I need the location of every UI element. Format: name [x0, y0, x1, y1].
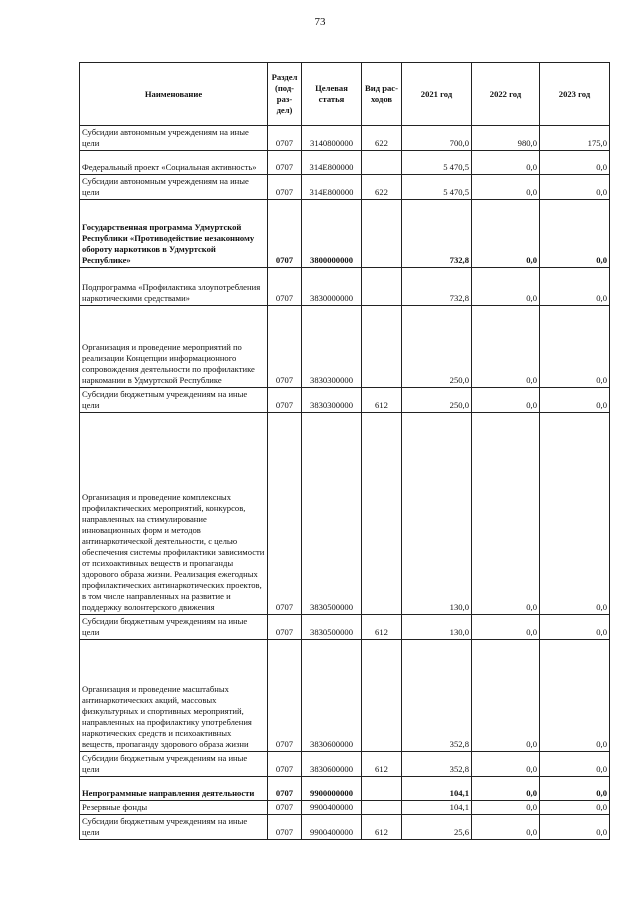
row-2022: 0,0 [472, 777, 540, 801]
row-article: 9900400000 [302, 801, 362, 815]
row-name-text: Федеральный проект «Социальная активность» [82, 162, 257, 172]
row-article: 314E800000 [302, 175, 362, 200]
table-row [80, 268, 610, 306]
row-section: 0707 [268, 126, 302, 151]
row-name-text: Государственная программа Удмуртской Республики «Противодействие незаконному обороту наркотиков в Удмуртской Республике» [82, 222, 255, 265]
row-2022: 0,0 [472, 200, 540, 268]
row-name [80, 615, 268, 640]
row-name [80, 126, 268, 151]
row-kind: 622 [362, 126, 402, 151]
table-body [80, 126, 610, 840]
row-2022: 0,0 [472, 268, 540, 306]
header-name: Наименование [80, 63, 268, 126]
row-name [80, 175, 268, 200]
row-article: 3830500000 [302, 413, 362, 615]
table-row [80, 801, 610, 815]
row-2021: 104,1 [402, 801, 472, 815]
row-section: 0707 [268, 268, 302, 306]
row-2023: 0,0 [540, 388, 610, 413]
row-2023: 0,0 [540, 306, 610, 388]
row-name [80, 413, 268, 615]
row-2023: 0,0 [540, 175, 610, 200]
row-kind: 612 [362, 615, 402, 640]
row-article: 3830600000 [302, 752, 362, 777]
row-section: 0707 [268, 801, 302, 815]
row-section: 0707 [268, 175, 302, 200]
row-name [80, 151, 268, 175]
row-section: 0707 [268, 306, 302, 388]
row-kind: 612 [362, 388, 402, 413]
row-name [80, 815, 268, 840]
row-2021: 130,0 [402, 413, 472, 615]
row-name-text: Субсидии бюджетным учреждениям на иные цели [82, 753, 248, 774]
row-2021: 732,8 [402, 268, 472, 306]
row-name-text: Непрограммные направления деятельности [82, 788, 255, 798]
header-kind: Вид рас-ходов [362, 63, 402, 126]
row-2021: 5 470,5 [402, 151, 472, 175]
table-row [80, 777, 610, 801]
row-section: 0707 [268, 777, 302, 801]
budget-table [79, 62, 610, 840]
row-2023: 0,0 [540, 268, 610, 306]
row-2022: 0,0 [472, 815, 540, 840]
row-2021: 250,0 [402, 388, 472, 413]
row-name [80, 268, 268, 306]
row-2021: 352,8 [402, 640, 472, 752]
table-row [80, 615, 610, 640]
row-name [80, 640, 268, 752]
row-article: 314E800000 [302, 151, 362, 175]
row-2021: 25,6 [402, 815, 472, 840]
row-name [80, 200, 268, 268]
row-2023: 0,0 [540, 413, 610, 615]
row-section: 0707 [268, 413, 302, 615]
row-kind [362, 268, 402, 306]
row-kind [362, 640, 402, 752]
row-kind: 612 [362, 752, 402, 777]
row-2021: 732,8 [402, 200, 472, 268]
row-name-text: Резервные фонды [82, 802, 148, 812]
row-2023: 0,0 [540, 615, 610, 640]
table-header-row [80, 63, 610, 126]
row-2022: 0,0 [472, 801, 540, 815]
row-2023: 0,0 [540, 200, 610, 268]
row-article: 9900000000 [302, 777, 362, 801]
row-name [80, 777, 268, 801]
row-kind [362, 413, 402, 615]
row-2022: 0,0 [472, 752, 540, 777]
row-2021: 352,8 [402, 752, 472, 777]
row-name-text: Субсидии бюджетным учреждениям на иные цели [82, 816, 248, 837]
row-2023: 175,0 [540, 126, 610, 151]
header-2022: 2022 год [472, 63, 540, 126]
row-section: 0707 [268, 200, 302, 268]
table-row [80, 388, 610, 413]
row-section: 0707 [268, 151, 302, 175]
row-2022: 0,0 [472, 175, 540, 200]
row-name-text: Субсидии автономным учреждениям на иные цели [82, 176, 249, 197]
row-name [80, 306, 268, 388]
table-row [80, 200, 610, 268]
row-2023: 0,0 [540, 151, 610, 175]
row-article: 3830300000 [302, 388, 362, 413]
row-2022: 0,0 [472, 640, 540, 752]
header-article: Целевая статья [302, 63, 362, 126]
header-section: Раздел (под-раз-дел) [268, 63, 302, 126]
table-row [80, 413, 610, 615]
row-2022: 0,0 [472, 413, 540, 615]
row-article: 3830000000 [302, 268, 362, 306]
row-name-text: Организация и проведение комплексных профилактических мероприятий, конкурсов, направленных на стимулирование инновационных форм и методов антинаркотической деятельности, с целью обеспечения системы профилактики зависимости от психоактивных веществ и пропаганды здорового образа жизни. Реализация ежегодных профилактических антинаркотических проектов, в том числе направленных на развитие и поддержку волонтерского движения [82, 492, 265, 612]
row-name-text: Субсидии бюджетным учреждениям на иные цели [82, 616, 248, 637]
row-2021: 130,0 [402, 615, 472, 640]
row-2021: 250,0 [402, 306, 472, 388]
row-kind [362, 801, 402, 815]
row-section: 0707 [268, 752, 302, 777]
row-kind: 622 [362, 175, 402, 200]
table-row [80, 126, 610, 151]
row-name-text: Организация и проведение мероприятий по реализации Концепции информационного сопровождения деятельности по профилактике наркомании в Удмуртской Республике [82, 342, 255, 385]
row-name-text: Организация и проведение масштабных антинаркотических акций, массовых физкультурных и спортивных мероприятий, направленных на профилактику употребления наркотических средств и психоактивных веществ, пропаганду здорового образа жизни [82, 684, 252, 749]
row-2022: 980,0 [472, 126, 540, 151]
page-number: 73 [314, 16, 326, 28]
row-article: 3830600000 [302, 640, 362, 752]
row-article: 9900400000 [302, 815, 362, 840]
row-2022: 0,0 [472, 306, 540, 388]
table-row [80, 815, 610, 840]
table-row [80, 752, 610, 777]
row-2021: 5 470,5 [402, 175, 472, 200]
row-2021: 104,1 [402, 777, 472, 801]
row-section: 0707 [268, 815, 302, 840]
row-kind [362, 151, 402, 175]
table-row [80, 175, 610, 200]
row-article: 3830300000 [302, 306, 362, 388]
row-2023: 0,0 [540, 640, 610, 752]
row-kind: 612 [362, 815, 402, 840]
row-article: 3830500000 [302, 615, 362, 640]
header-2023: 2023 год [540, 63, 610, 126]
row-2022: 0,0 [472, 615, 540, 640]
row-name-text: Субсидии бюджетным учреждениям на иные цели [82, 389, 248, 410]
row-2023: 0,0 [540, 801, 610, 815]
row-2023: 0,0 [540, 752, 610, 777]
row-2021: 700,0 [402, 126, 472, 151]
row-kind [362, 306, 402, 388]
row-kind [362, 777, 402, 801]
row-2023: 0,0 [540, 815, 610, 840]
row-section: 0707 [268, 615, 302, 640]
row-name [80, 752, 268, 777]
row-name [80, 801, 268, 815]
row-name-text: Подпрограмма «Профилактика злоупотребления наркотическими средствами» [82, 282, 261, 303]
row-2023: 0,0 [540, 777, 610, 801]
row-section: 0707 [268, 640, 302, 752]
table-row [80, 151, 610, 175]
table-row [80, 306, 610, 388]
row-name [80, 388, 268, 413]
row-section: 0707 [268, 388, 302, 413]
row-kind [362, 200, 402, 268]
row-article: 3800000000 [302, 200, 362, 268]
row-2022: 0,0 [472, 151, 540, 175]
row-article: 3140800000 [302, 126, 362, 151]
header-2021: 2021 год [402, 63, 472, 126]
table-row [80, 640, 610, 752]
row-name-text: Субсидии автономным учреждениям на иные цели [82, 127, 249, 148]
row-2022: 0,0 [472, 388, 540, 413]
